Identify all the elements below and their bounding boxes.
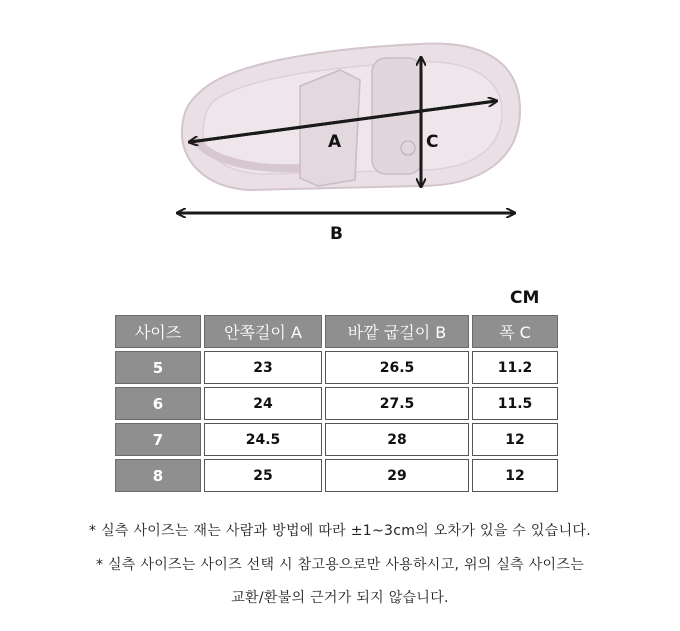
label-b: B <box>330 224 343 244</box>
inner-length-cell: 23 <box>204 351 322 384</box>
header-width: 폭 C <box>472 315 558 348</box>
header-size: 사이즈 <box>115 315 201 348</box>
table-row <box>115 459 558 492</box>
header-outer-length: 바깥 굽길이 B <box>325 315 469 348</box>
table-row <box>115 351 558 384</box>
size-table <box>112 312 561 495</box>
outer-length-cell: 27.5 <box>325 387 469 420</box>
sandal-diagram <box>0 0 680 260</box>
table-row <box>115 423 558 456</box>
table-header-row <box>115 315 558 348</box>
unit-label: CM <box>510 288 540 308</box>
outer-length-cell: 29 <box>325 459 469 492</box>
middle-strap <box>300 70 360 186</box>
note-no-refund-basis: 교환/환불의 근거가 되지 않습니다. <box>231 590 449 606</box>
label-a: A <box>328 132 342 152</box>
table-row <box>115 387 558 420</box>
size-cell: 6 <box>115 387 201 420</box>
measurement-figure <box>0 0 680 260</box>
width-cell: 12 <box>472 459 558 492</box>
note-reference-only: * 실측 사이즈는 사이즈 선택 시 참고용으로만 사용하시고, 위의 실측 사이즈는 <box>95 557 585 573</box>
width-cell: 12 <box>472 423 558 456</box>
outer-length-cell: 28 <box>325 423 469 456</box>
label-c: C <box>426 132 439 152</box>
size-cell: 7 <box>115 423 201 456</box>
inner-length-cell: 25 <box>204 459 322 492</box>
width-cell: 11.5 <box>472 387 558 420</box>
size-cell: 5 <box>115 351 201 384</box>
size-cell: 8 <box>115 459 201 492</box>
note-measurement-error: * 실측 사이즈는 재는 사람과 방법에 따라 ±1~3cm의 오차가 있을 수 있습니다. <box>89 523 591 539</box>
width-cell: 11.2 <box>472 351 558 384</box>
header-inner-length: 안쪽길이 A <box>204 315 322 348</box>
inner-length-cell: 24 <box>204 387 322 420</box>
inner-length-cell: 24.5 <box>204 423 322 456</box>
outer-length-cell: 26.5 <box>325 351 469 384</box>
